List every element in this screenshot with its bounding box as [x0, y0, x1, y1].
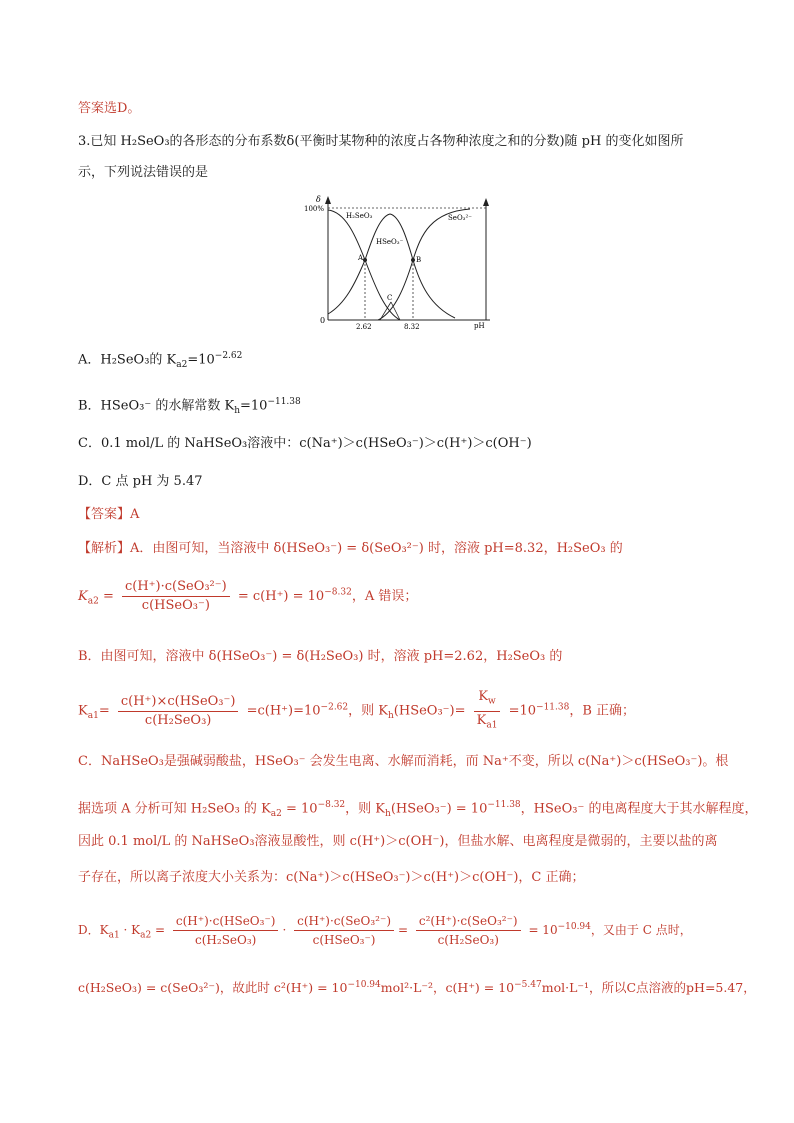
question-line-1: 3.已知 H₂SeO₃的各形态的分布系数δ(平衡时某物种的浓度占各物种浓度之和的分数)随 pH 的变化如图所 [78, 134, 684, 149]
analysis-d-line-2: c(H₂SeO₃) = c(SeO₃²⁻)，故此时 $c^2(H^+) = 10^{-10.94}mol^2\cdot L^{-2}$，$c(H^+) = 10^{-5.47}mol\cdot L^{-1}$，所以C点溶液的pH=5.47， [78, 980, 756, 996]
point-b-label: B [416, 256, 422, 264]
point-a-label: A [358, 254, 364, 262]
y-axis-symbol: δ [316, 195, 321, 204]
species-seo3: SeO₃²⁻ [448, 214, 472, 222]
analysis-c-line-2: 据选项 A 分析可知 H₂SeO₃ 的 $K_{a2} = 10^{-8.32}$，则 $K_h(HSeO_3^-) = 10^{-11.38}$，HSeO₃⁻ 的电离程度大于其水解程度， [78, 800, 758, 819]
x-tick-2: 8.32 [404, 323, 420, 331]
species-hseo3: HSeO₃⁻ [376, 238, 404, 246]
point-a [363, 258, 367, 262]
analysis-a-line-1: 【解析】A．由图可知，当溶液中 δ(HSeO₃⁻) = δ(SeO₃²⁻) 时，溶液 pH=8.32，H₂SeO₃ 的 [78, 541, 623, 556]
right-arrow [483, 198, 489, 206]
x-tick-1: 2.62 [356, 323, 372, 331]
question-line-2: 示，下列说法错误的是 [78, 165, 209, 180]
curve-h2seo3 [328, 210, 400, 320]
answer: 【答案】A [78, 507, 140, 522]
y-arrow [325, 196, 331, 204]
origin-label: 0 [320, 316, 326, 325]
species-h2seo3: H₂SeO₃ [346, 212, 373, 220]
analysis-c-line-3: 因此 0.1 mol/L 的 NaHSeO₃溶液显酸性，则 c(H⁺)＞c(OH⁻)，但盐水解、电离程度是微弱的，主要以盐的离 [78, 834, 718, 849]
analysis-b-line-1: B．由图可知，溶液中 δ(HSeO₃⁻) = δ(H₂SeO₃) 时，溶液 pH=2.62，H₂SeO₃ 的 [78, 649, 563, 664]
analysis-a-line-2: $K_{a2}$ = $\frac{\text{c(H⁺)·c(SeO₃²⁻)}}{\text{c(HSeO₃⁻)}}$ = $c(H^+) = 10^{-8.32}$，A 错误； [78, 579, 418, 613]
option-c: C．0.1 mol/L 的 NaHSeO₃溶液中：c(Na⁺)＞c(HSeO₃⁻)＞c(H⁺)＞c(OH⁻) [78, 436, 532, 451]
option-b: B．HSeO₃⁻ 的水解常数 $K_h=10^{-11.38}$ [78, 397, 301, 416]
point-b [411, 258, 415, 262]
option-d: D．C 点 pH 为 5.47 [78, 474, 203, 489]
distribution-chart [300, 194, 500, 332]
previous-answer: 答案选D。 [78, 101, 141, 116]
analysis-b-line-2: $K_{a1}=$ $\frac{\text{c(H⁺)×c(HSeO₃⁻)}}{\text{c(H₂SeO₃)}}$ $=c(H^+)=10^{-2.62}$，则 $K_h(HSeO_3^-)=$ $\frac{K_w}{K_{a1}}$ $=10^{-11.38}$，B 正确； [78, 689, 636, 731]
analysis-c-line-4: 子存在，所以离子浓度大小关系为：c(Na⁺)＞c(HSeO₃⁻)＞c(H⁺)＞c(OH⁻)，C 正确； [78, 870, 585, 885]
y-top-label: 100% [304, 205, 325, 213]
point-c-label: C [387, 294, 393, 302]
option-a: A．H₂SeO₃的 $K_{a2}=10^{-2.62}$ [78, 351, 243, 370]
analysis-d-line-1: D．$K_{a1} \cdot K_{a2}$ = $\frac{\text{c(H⁺)·c(HSeO₃⁻)}}{\text{c(H₂SeO₃)}}$ · $\frac{\text{c(H⁺)·c(SeO₃²⁻)}}{\text{c(HSeO₃⁻)}}$ = $\frac{\text{c²(H⁺)·c(SeO₃²⁻)}}{\text{c(H₂SeO₃)}}$ = $10^{-10.94}$，又由于 C 点时， [78, 914, 692, 947]
x-axis-label: pH [474, 322, 485, 330]
analysis-c-line-1: C．NaHSeO₃是强碱弱酸盐，HSeO₃⁻ 会发生电离、水解而消耗，而 Na⁺不变，所以 c(Na⁺)＞c(HSeO₃⁻)。根 [78, 754, 729, 769]
